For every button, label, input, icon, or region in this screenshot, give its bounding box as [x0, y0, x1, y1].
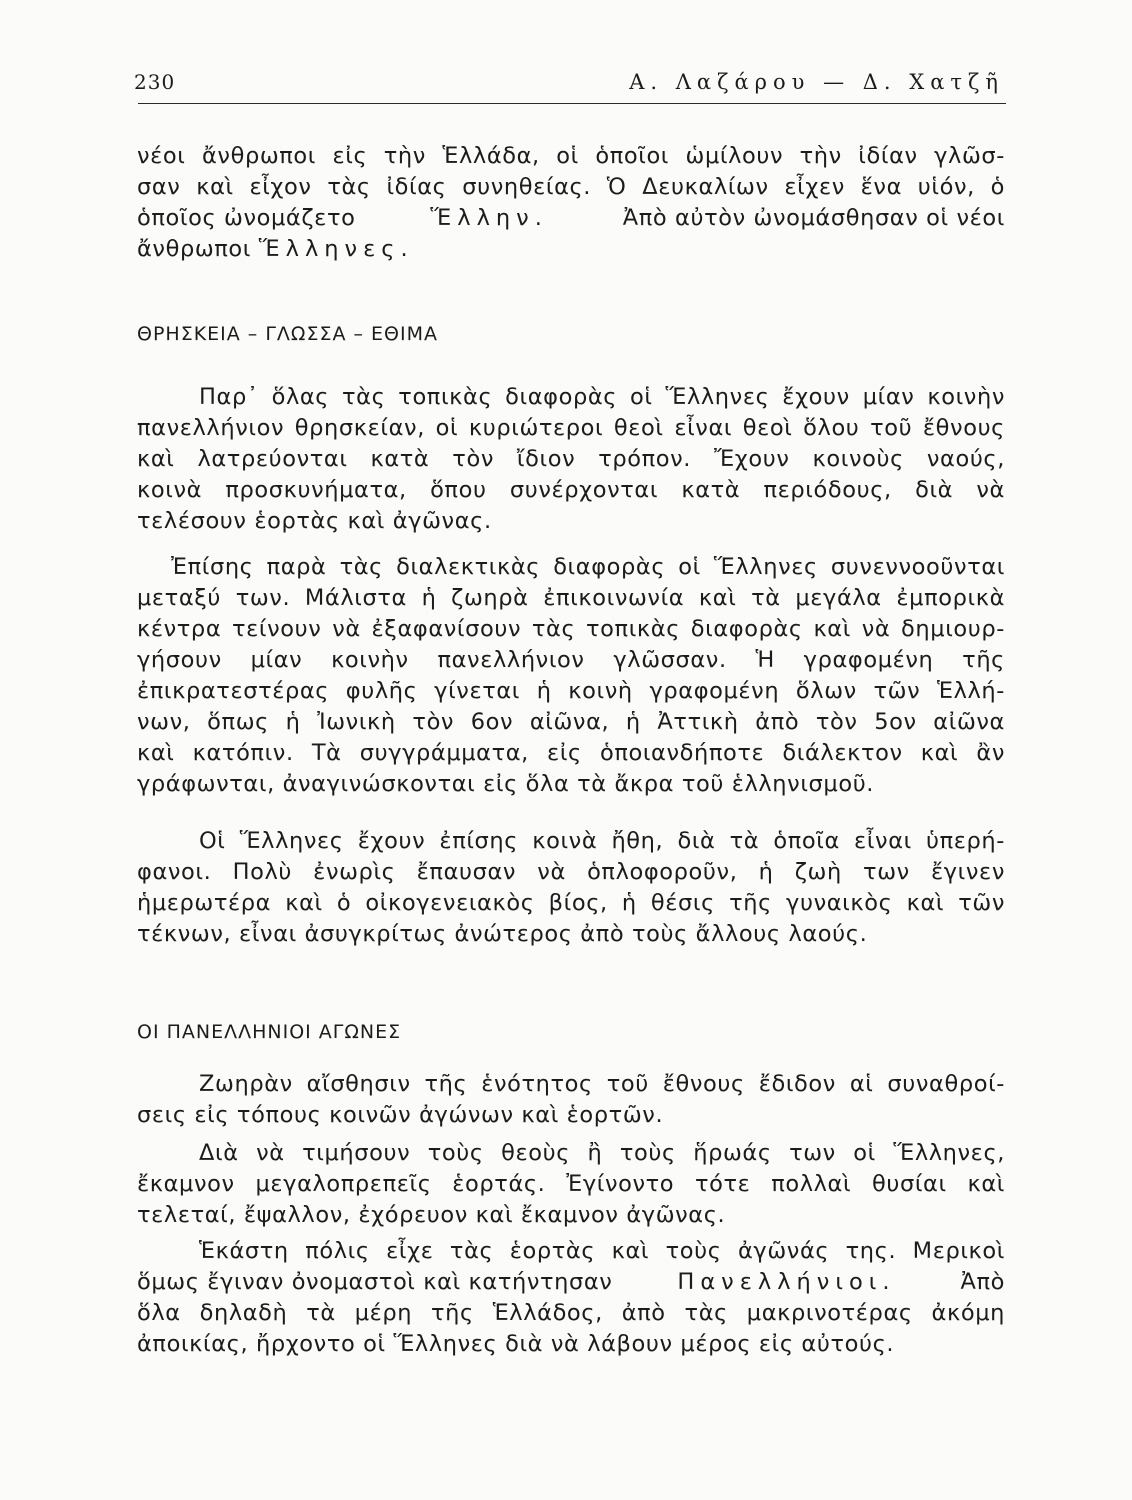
text-line: ἐπικρατεστέρας φυλῆς γίνεται ἡ κοινὴ γραφομένη ὅλων τῶν Ἑλλή- — [137, 678, 1005, 704]
text-line: νων, ὅπως ἡ Ἰωνικὴ τὸν 6ον αἰῶνα, ἡ Ἀττικὴ ἀπὸ τὸν 5ον αἰῶνα — [137, 709, 1005, 735]
page-header — [134, 70, 1006, 106]
text-line: Ἑκάστη πόλις εἶχε τὰς ἑορτὰς καὶ τοὺς ἀγῶνάς της. Μερικοὶ — [199, 1238, 1005, 1264]
paragraph-2 — [137, 382, 1005, 537]
text-line: ἡμερωτέρα καὶ ὁ οἰκογενειακὸς βίος, ἡ θέσις τῆς γυναικὸς καὶ τῶν — [137, 890, 1005, 916]
text-line — [137, 234, 1005, 265]
text-line: σεις εἰς τόπους κοινῶν ἀγώνων καὶ ἑορτῶν. — [137, 1102, 664, 1128]
text-line: Διὰ νὰ τιμήσουν τοὺς θεοὺς ἢ τοὺς ἥρωάς των οἱ Ἕλληνες, — [199, 1140, 1005, 1166]
paragraph-4 — [137, 826, 1005, 950]
text-span: ἄνθρωποι — [137, 236, 252, 262]
section-heading-religion: ΘΡΗΣΚΕΙΑ – ΓΛΩΣΣΑ – ΕΘΙΜΑ — [137, 323, 438, 345]
paragraph-3 — [137, 552, 1005, 800]
paragraph-7 — [137, 1236, 1005, 1360]
running-head: Α. Λαζάρου — Δ. Χατζῆ — [629, 70, 1004, 94]
text-line: νέοι ἄνθρωποι εἰς τὴν Ἑλλάδα, οἱ ὁποῖοι ὡμίλουν τὴν ἰδίαν γλῶσ- — [137, 143, 1005, 169]
text-line — [137, 1267, 1005, 1298]
text-line: ἔκαμνον μεγαλοπρεπεῖς ἑορτάς. Ἐγίνοντο τότε πολλαὶ θυσίαι καὶ — [137, 1171, 1005, 1197]
text-line: ὅλα δηλαδὴ τὰ μέρη τῆς Ἑλλάδος, ἀπὸ τὰς μακρινοτέρας ἀκόμη — [137, 1300, 1005, 1326]
text-line: καὶ λατρεύονται κατὰ τὸν ἴδιον τρόπον. Ἔχουν κοινοὺς ναούς, — [137, 446, 1005, 472]
text-span: ὁποῖος ὠνομάζετο — [137, 205, 356, 231]
paragraph-6 — [137, 1138, 1005, 1231]
text-line: Οἱ Ἕλληνες ἔχουν ἐπίσης κοινὰ ἤθη, διὰ τὰ ὁποῖα εἶναι ὑπερή- — [199, 828, 1005, 854]
spaced-name: Πανελλήνιοι. — [677, 1269, 896, 1295]
text-line — [137, 203, 1005, 234]
text-span: ὅμως ἔγιναν ὀνομαστοὶ καὶ κατήντησαν — [137, 1269, 613, 1295]
text-line: ἀποικίας, ἤρχοντο οἱ Ἕλληνες διὰ νὰ λάβουν μέρος εἰς αὐτούς. — [137, 1331, 895, 1357]
text-line: γράφωνται, ἀναγινώσκονται εἰς ὅλα τὰ ἄκρα τοῦ ἑλληνισμοῦ. — [137, 771, 875, 797]
text-line: καὶ κατόπιν. Τὰ συγγράμματα, εἰς ὁποιανδήποτε διάλεκτον καὶ ἂν — [137, 740, 1005, 766]
text-line: φανοι. Πολὺ ἐνωρὶς ἔπαυσαν νὰ ὁπλοφοροῦν, ἡ ζωὴ των ἔγινεν — [137, 859, 1005, 885]
text-line: τελέσουν ἑορτὰς καὶ ἀγῶνας. — [137, 508, 492, 534]
section-heading-games: ΟΙ ΠΑΝΕΛΛΗΝΙΟΙ ΑΓΩΝΕΣ — [137, 1021, 402, 1043]
spaced-name: Ἕλληνες. — [258, 236, 414, 262]
text-line: Ἐπίσης παρὰ τὰς διαλεκτικὰς διαφορὰς οἱ Ἕλληνες συνεννοοῦνται — [171, 554, 1005, 580]
text-line: τελεταί, ἔψαλλον, ἐχόρευον καὶ ἔκαμνον ἀγῶνας. — [137, 1202, 726, 1228]
text-line: κέντρα τείνουν νὰ ἐξαφανίσουν τὰς τοπικὰς διαφορὰς καὶ νὰ δημιουρ- — [137, 616, 1005, 642]
page-number: 230 — [134, 70, 176, 94]
text-span: Ἀπὸ αὐτὸν ὠνομάσθησαν οἱ νέοι — [622, 205, 1005, 231]
text-line: γήσουν μίαν κοινὴν πανελλήνιον γλῶσσαν. Ἡ γραφομένη τῆς — [137, 647, 1005, 673]
text-line: τέκνων, εἶναι ἀσυγκρίτως ἀνώτερος ἀπὸ τοὺς ἄλλους λαούς. — [137, 921, 868, 947]
text-line: Ζωηρὰν αἴσθησιν τῆς ἑνότητος τοῦ ἔθνους ἔδιδον αἱ συναθροί- — [199, 1071, 1005, 1097]
spaced-name: Ἕλλην. — [430, 205, 548, 231]
header-rule — [138, 103, 1006, 104]
text-line: πανελλήνιον θρησκείαν, οἱ κυριώτεροι θεοὶ εἶναι θεοὶ ὅλου τοῦ ἔθνους — [137, 415, 1005, 441]
text-line: μεταξύ των. Μάλιστα ἡ ζωηρὰ ἐπικοινωνία καὶ τὰ μεγάλα ἐμπορικὰ — [137, 585, 1005, 611]
text-span: Ἀπὸ — [960, 1269, 1005, 1295]
paragraph-1 — [137, 141, 1005, 265]
text-line: Παρ᾿ ὅλας τὰς τοπικὰς διαφορὰς οἱ Ἕλληνες ἔχουν μίαν κοινὴν — [199, 384, 1005, 410]
text-line: σαν καὶ εἶχον τὰς ἰδίας συνηθείας. Ὁ Δευκαλίων εἶχεν ἕνα υἱόν, ὁ — [137, 174, 1005, 200]
text-line: κοινὰ προσκυνήματα, ὅπου συνέρχονται κατὰ περιόδους, διὰ νὰ — [137, 477, 1005, 503]
paragraph-5 — [137, 1069, 1005, 1131]
